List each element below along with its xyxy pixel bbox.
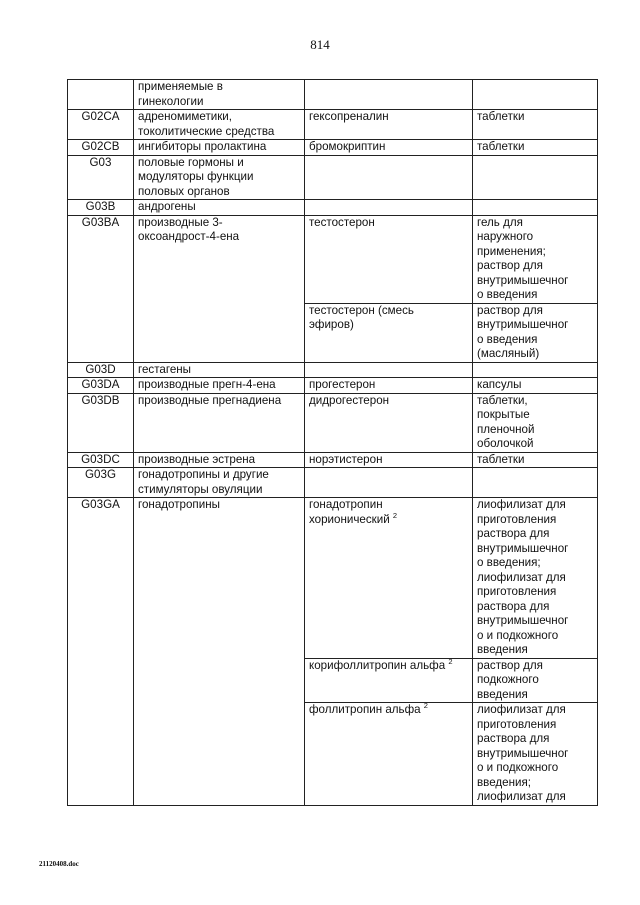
dosage-form-line: внутримышечног: [477, 614, 569, 627]
atc-group-line: гинекологии: [138, 94, 204, 108]
dosage-form-cell: [473, 658, 598, 703]
atc-group-line: токолитические средства: [138, 124, 275, 138]
dosage-form-cell: [473, 393, 598, 452]
atc-group-line: модуляторы функции: [138, 170, 254, 183]
atc-code-cell: G03DA: [68, 378, 134, 394]
drug-name-line: фоллитропин альфа: [309, 703, 421, 716]
dosage-form-line: гель для: [477, 215, 523, 229]
drug-name-line: дидрогестерон: [309, 393, 390, 407]
atc-group-line: стимуляторы овуляции: [138, 482, 263, 496]
atc-group-line: половых органов: [138, 184, 230, 198]
dosage-form-cell: [473, 303, 598, 362]
atc-group-line: гонадотропины и другие: [138, 468, 269, 481]
dosage-form-line: таблетки,: [477, 393, 528, 407]
drug-name-cell: [305, 80, 473, 110]
drug-name-cell: [305, 468, 473, 498]
drug-name-cell: [305, 140, 473, 156]
drug-name-line: хорионический: [309, 512, 390, 526]
dosage-form-line: лиофилизат для: [477, 570, 566, 584]
table-row: [68, 155, 598, 200]
dosage-form-line: лиофилизат для: [477, 790, 566, 803]
dosage-form-line: внутримышечног: [477, 541, 569, 555]
atc-code-cell: G03G: [68, 468, 134, 498]
drug-name-line: тестостерон: [309, 215, 375, 229]
dosage-form-cell: [473, 200, 598, 216]
atc-code-cell: G03D: [68, 362, 134, 378]
drug-name-cell: [305, 362, 473, 378]
atc-group-cell: [134, 468, 305, 498]
drug-name-cell: [305, 155, 473, 200]
atc-code-cell: G03BA: [68, 215, 134, 362]
atc-group-cell: [134, 215, 305, 362]
dosage-form-line: о введения: [477, 288, 538, 301]
atc-group-line: применяемые в: [138, 80, 223, 93]
atc-group-cell: [134, 200, 305, 216]
atc-code-cell: [68, 80, 134, 110]
dosage-form-line: капсулы: [477, 378, 522, 391]
table-row: [68, 498, 598, 659]
atc-group-line: андрогены: [138, 200, 196, 213]
atc-group-line: производные прегн-4-ена: [138, 378, 276, 391]
dosage-form-line: введения;: [477, 775, 531, 789]
atc-code-cell: G03DB: [68, 393, 134, 452]
atc-group-line: производные прегнадиена: [138, 393, 282, 407]
atc-group-line: половые гормоны и: [138, 155, 244, 169]
table-row: [68, 200, 598, 216]
table-body: [68, 80, 598, 806]
dosage-form-line: пленочной: [477, 422, 535, 436]
dosage-form-line: лиофилизат для: [477, 703, 566, 716]
atc-group-cell: [134, 498, 305, 806]
drug-name-line: прогестерон: [309, 378, 376, 391]
dosage-form-cell: [473, 468, 598, 498]
table-row: [68, 468, 598, 498]
dosage-form-line: покрытые: [477, 408, 530, 421]
dosage-form-line: подкожного: [477, 673, 539, 686]
dosage-form-line: о введения;: [477, 556, 541, 569]
dosage-form-line: раствор для: [477, 259, 543, 272]
footnote-marker: 2: [448, 656, 453, 666]
atc-group-line: производные 3-: [138, 215, 223, 229]
table-row: [68, 110, 598, 140]
dosage-form-line: о введения: [477, 332, 538, 346]
dosage-form-cell: [473, 80, 598, 110]
dosage-form-line: лиофилизат для: [477, 498, 566, 511]
dosage-form-line: введения: [477, 643, 528, 656]
atc-group-line: гестагены: [138, 362, 192, 376]
dosage-form-cell: [473, 140, 598, 156]
dosage-form-line: таблетки: [477, 140, 525, 153]
atc-group-cell: [134, 393, 305, 452]
table-row: [68, 393, 598, 452]
dosage-form-cell: [473, 703, 598, 806]
table-row: [68, 452, 598, 468]
dosage-form-cell: [473, 155, 598, 200]
footnote-marker: 2: [423, 701, 428, 710]
table-row: [68, 80, 598, 110]
atc-code-cell: G02CB: [68, 140, 134, 156]
dosage-form-line: приготовления: [477, 585, 557, 598]
atc-group-cell: [134, 110, 305, 140]
dosage-form-line: оболочкой: [477, 437, 534, 450]
atc-code-cell: G03B: [68, 200, 134, 216]
dosage-form-line: внутримышечног: [477, 318, 569, 331]
page-number: 814: [310, 37, 330, 52]
dosage-form-line: (масляный): [477, 347, 540, 360]
drug-name-cell: [305, 200, 473, 216]
atc-code-cell: G03: [68, 155, 134, 200]
dosage-form-line: приготовления: [477, 512, 557, 526]
drug-name-line: норэтистерон: [309, 452, 383, 466]
atc-code-cell: G02CA: [68, 110, 134, 140]
atc-group-line: производные эстрена: [138, 452, 256, 466]
dosage-form-line: раствор для: [477, 303, 543, 317]
drug-name-cell: [305, 110, 473, 140]
drug-name-cell: [305, 215, 473, 303]
atc-group-line: ингибиторы пролактина: [138, 140, 267, 153]
dosage-form-cell: [473, 215, 598, 303]
atc-group-cell: [134, 452, 305, 468]
dosage-form-cell: [473, 452, 598, 468]
atc-code-cell: G03DC: [68, 452, 134, 468]
dosage-form-cell: [473, 498, 598, 659]
dosage-form-line: раствора для: [477, 599, 550, 613]
atc-group-cell: [134, 80, 305, 110]
dosage-form-line: наружного: [477, 230, 534, 243]
table-row: [68, 378, 598, 394]
drug-name-line: эфиров): [309, 318, 354, 331]
document-footer: 21120408.doc: [39, 860, 79, 868]
dosage-form-cell: [473, 362, 598, 378]
dosage-form-line: внутримышечног: [477, 746, 569, 760]
drug-name-cell: [305, 303, 473, 362]
drug-name-line: гексопреналин: [309, 110, 389, 123]
dosage-form-line: таблетки: [477, 452, 525, 466]
drug-name-cell: [305, 378, 473, 394]
drug-name-cell: [305, 498, 473, 659]
drug-name-cell: [305, 703, 473, 806]
atc-group-line: гонадотропины: [138, 498, 220, 511]
dosage-form-line: о и подкожного: [477, 628, 559, 642]
drug-name-cell: [305, 393, 473, 452]
atc-group-cell: [134, 155, 305, 200]
dosage-form-cell: [473, 378, 598, 394]
drug-name-cell: [305, 452, 473, 468]
table-row: [68, 140, 598, 156]
dosage-form-line: внутримышечног: [477, 273, 569, 287]
table-row: [68, 362, 598, 378]
drug-name-cell: [305, 658, 473, 703]
drug-table: [67, 79, 598, 806]
dosage-form-line: приготовления: [477, 717, 557, 731]
dosage-form-line: применения;: [477, 244, 546, 258]
dosage-form-line: раствора для: [477, 732, 550, 745]
atc-group-cell: [134, 362, 305, 378]
drug-name-line: корифоллитропин альфа: [309, 658, 446, 672]
dosage-form-line: введения: [477, 687, 528, 701]
atc-group-cell: [134, 140, 305, 156]
drug-name-line: бромокриптин: [309, 140, 386, 153]
footnote-marker: 2: [392, 510, 398, 520]
dosage-form-line: таблетки: [477, 110, 525, 123]
dosage-form-cell: [473, 110, 598, 140]
table-row: [68, 215, 598, 303]
dosage-form-line: раствора для: [477, 527, 550, 540]
dosage-form-line: раствор для: [477, 658, 543, 672]
drug-name-line: тестостерон (смесь: [309, 303, 414, 317]
drug-name-line: гонадотропин: [309, 498, 383, 511]
dosage-form-line: о и подкожного: [477, 761, 559, 774]
atc-group-cell: [134, 378, 305, 394]
atc-code-cell: G03GA: [68, 498, 134, 806]
atc-group-line: оксоандрост-4-ена: [138, 230, 240, 243]
atc-group-line: адреномиметики,: [138, 110, 232, 123]
